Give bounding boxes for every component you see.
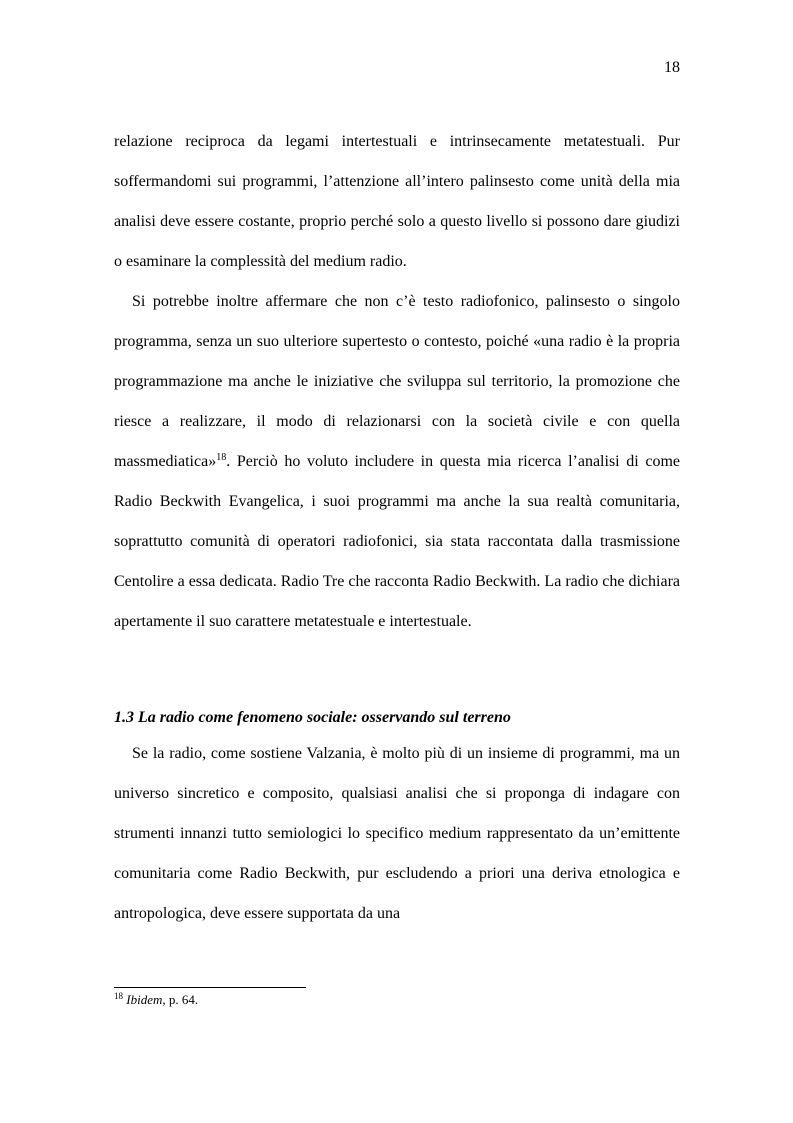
page-number: 18 — [664, 59, 680, 76]
body-text-block — [114, 122, 680, 282]
body-text-block — [114, 734, 680, 934]
paragraph — [114, 282, 680, 642]
section-heading: 1.3 La radio come fenomeno sociale: osservando sul terreno — [114, 709, 511, 726]
paragraph: relazione reciproca da legami intertestuali e intrinsecamente metatestuali. Pur soffermandomi sui programmi, l’attenzione all’intero palinsesto come unità della mia analisi deve essere costante, proprio perché solo a questo livello si possono dare giudizi o esaminare la complessità del medium radio. — [114, 133, 680, 270]
footnote-number: 18 — [114, 991, 123, 1001]
body-text-block — [114, 282, 680, 642]
footnote-reference: 18 — [216, 452, 227, 463]
footnote-text: , p. 64. — [162, 992, 199, 1007]
footnote-title: Ibidem — [126, 992, 163, 1007]
footnote — [114, 992, 198, 1008]
paragraph-text: . Perciò ho voluto includere in questa mia ricerca l’analisi di come Radio Beckwith Evangelica, i suoi programmi ma anche la sua realtà comunitaria, soprattutto comunità di operatori radiofonici, sia stata raccontata dalla trasmissione Centolire a essa dedicata. Radio Tre che racconta Radio Beckwith. La radio che dichiara apertamente il suo carattere metatestuale e intertestuale. — [114, 453, 680, 630]
paragraph-text: Si potrebbe inoltre affermare che non c’è testo radiofonico, palinsesto o singolo programma, senza un suo ulteriore supertesto o contesto, poiché «una radio è la propria programmazione ma anche le iniziative che sviluppa sul territorio, la promozione che riesce a realizzare, il modo di relazionarsi con la società civile e con quella massmediatica» — [114, 293, 680, 470]
footnote-divider — [114, 987, 306, 988]
paragraph: Se la radio, come sostiene Valzania, è molto più di un insieme di programmi, ma un universo sincretico e composito, qualsiasi analisi che si proponga di indagare con strumenti innanzi tutto semiologici lo specifico medium rappresentato da un’emittente comunitaria come Radio Beckwith, pur escludendo a priori una deriva etnologica e antropologica, deve essere supportata da una — [114, 745, 680, 922]
